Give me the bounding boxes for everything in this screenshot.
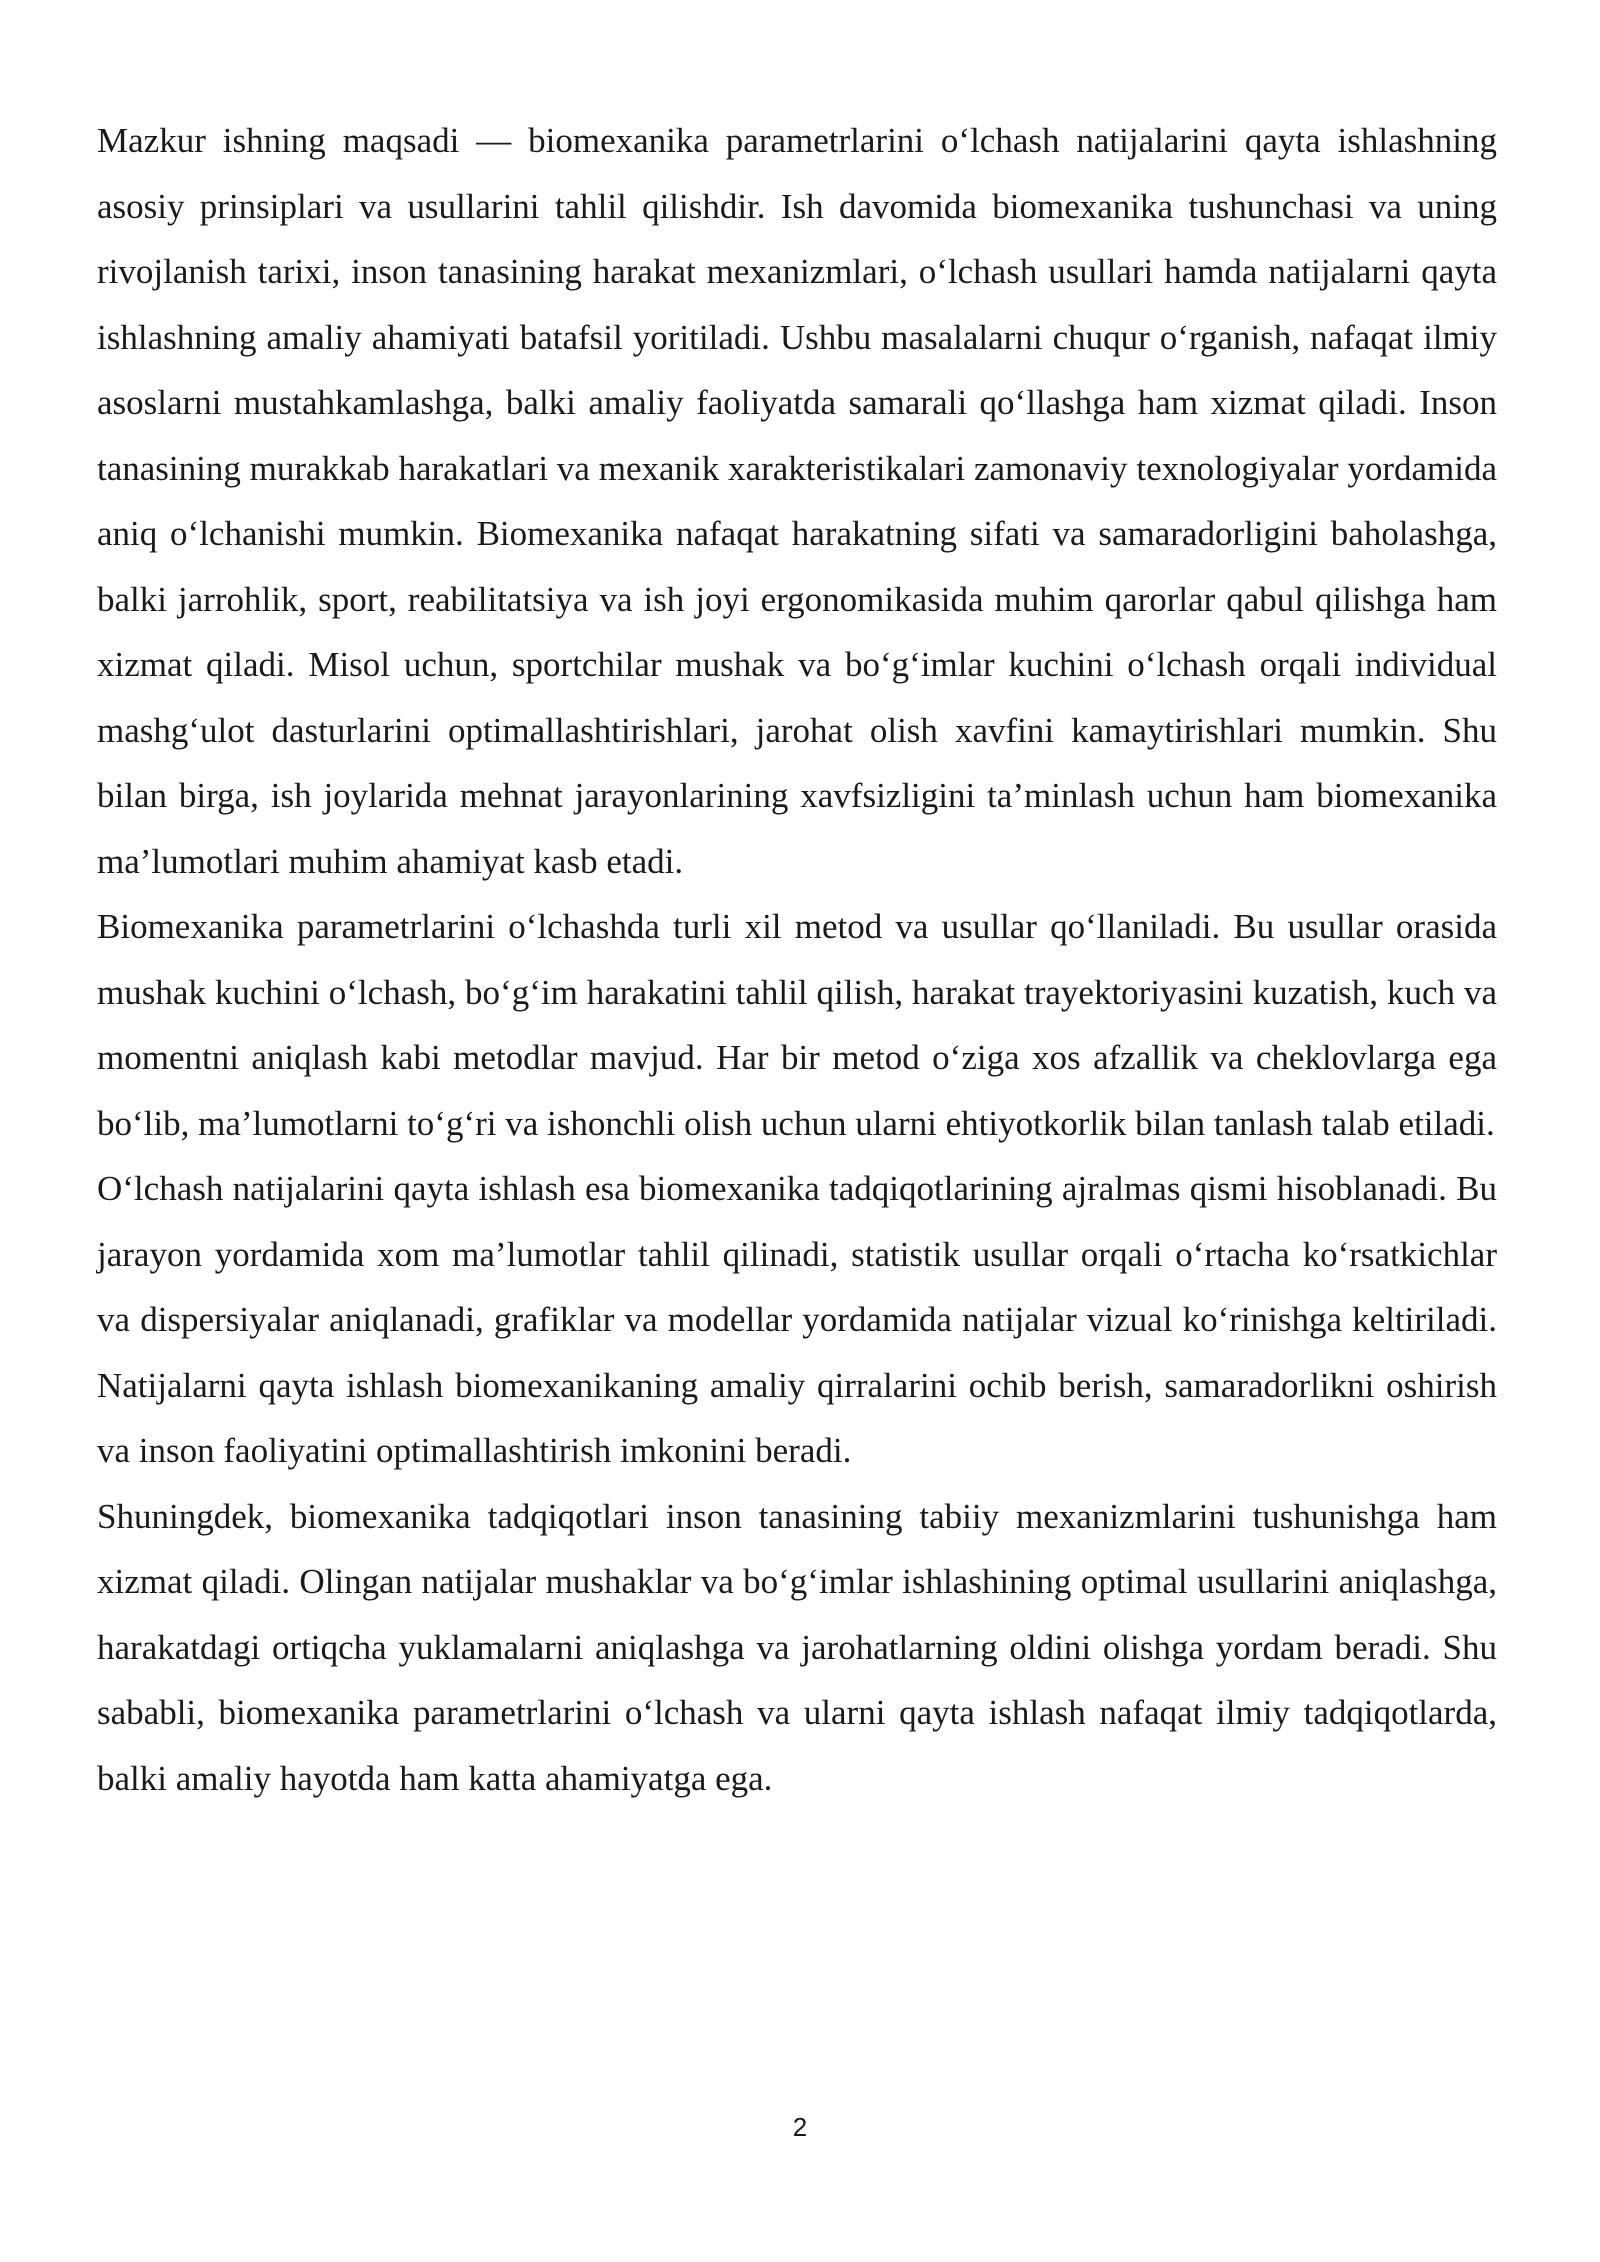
body-text — [97, 108, 1497, 1811]
paragraph-4: Shuningdek, biomexanika tadqiqotlari inson tanasining tabiiy mexanizmlarini tushunishga ham xizmat qiladi. Olingan natijalar mushaklar va bo‘g‘imlar ishlashining optimal usullarini aniqlashga, harakatdagi ortiqcha yuklamalarni aniqlashga va jarohatlarning oldini olishga yordam beradi. Shu sababli, biomexanika parametrlarini o‘lchash va ularni qayta ishlash nafaqat ilmiy tadqiqotlarda, balki amaliy hayotda ham katta ahamiyatga ega. — [97, 1496, 1497, 1798]
paragraph-1: Mazkur ishning maqsadi — biomexanika parametrlarini o‘lchash natijalarini qayta ishlashning asosiy prinsiplari va usullarini tahlil qilishdir. Ish davomida biomexanika tushunchasi va uning rivojlanish tarixi, inson tanasining harakat mexanizmlari, o‘lchash usullari hamda natijalarni qayta ishlashning amaliy ahamiyati batafsil yoritiladi. Ushbu masalalarni chuqur o‘rganish, nafaqat ilmiy asoslarni mustahkamlashga, balki amaliy faoliyatda samarali qo‘llashga ham xizmat qiladi. Inson tanasining murakkab harakatlari va mexanik xarakteristikalari zamonaviy texnologiyalar yordamida aniq o‘lchanishi mumkin. Biomexanika nafaqat harakatning sifati va samaradorligini baholashga, balki jarrohlik, sport, reabilitatsiya va ish joyi ergonomikasida muhim qarorlar qabul qilishga ham xizmat qiladi. Misol uchun, sportchilar mushak va bo‘g‘imlar kuchini o‘lchash orqali individual mashg‘ulot dasturlarini optimallashtirishlari, jarohat olish xavfini kamaytirishlari mumkin. Shu bilan birga, ish joylarida mehnat jarayonlarining xavfsizligini ta’minlash uchun ham biomexanika ma’lumotlari muhim ahamiyat kasb etadi. — [97, 121, 1497, 881]
paragraph-3: O‘lchash natijalarini qayta ishlash esa biomexanika tadqiqotlarining ajralmas qismi hisoblanadi. Bu jarayon yordamida xom ma’lumotlar tahlil qilinadi, statistik usullar orqali o‘rtacha ko‘rsatkichlar va dispersiyalar aniqlanadi, grafiklar va modellar yordamida natijalar vizual ko‘rinishga keltiriladi. Natijalarni qayta ishlash biomexanikaning amaliy qirralarini ochib berish, samaradorlikni oshirish va inson faoliyatini optimallashtirish imkonini beradi. — [97, 1169, 1497, 1470]
paragraph-2: Biomexanika parametrlarini o‘lchashda turli xil metod va usullar qo‘llaniladi. Bu usullar orasida mushak kuchini o‘lchash, bo‘g‘im harakatini tahlil qilish, harakat trayektoriyasini kuzatish, kuch va momentni aniqlash kabi metodlar mavjud. Har bir metod o‘ziga xos afzallik va cheklovlarga ega bo‘lib, ma’lumotlarni to‘g‘ri va ishonchli olish uchun ularni ehtiyotkorlik bilan tanlash talab etiladi. — [97, 907, 1497, 1143]
page-number: 2 — [792, 2112, 808, 2142]
